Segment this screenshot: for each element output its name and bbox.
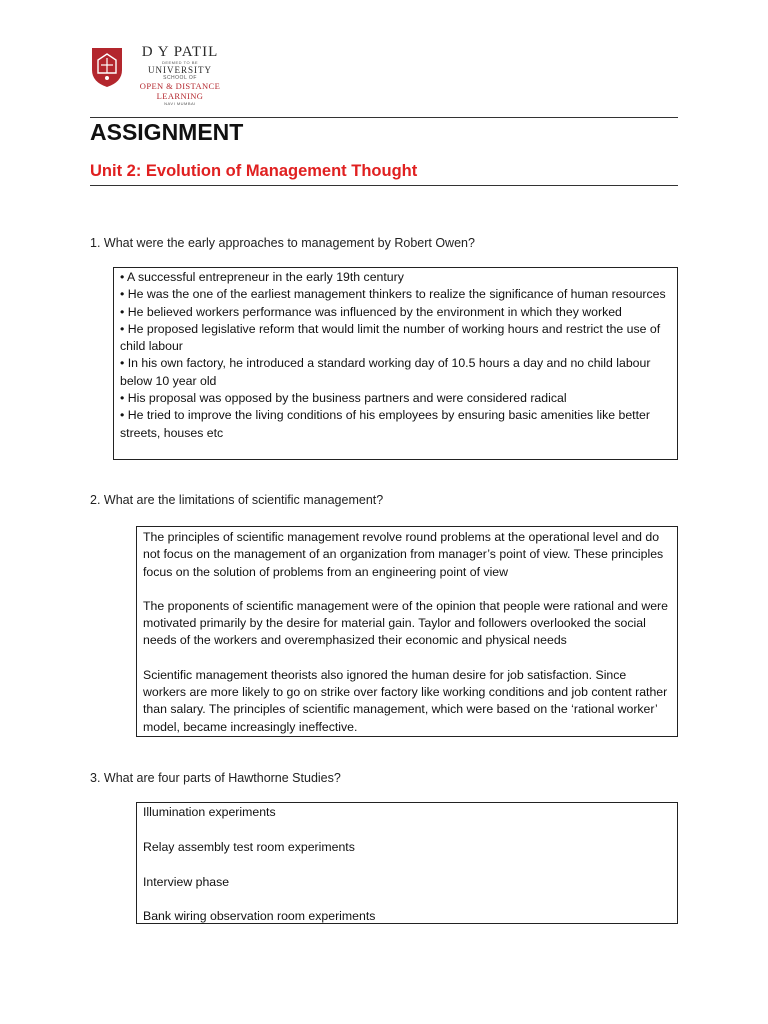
answer-1-line: • A successful entrepreneur in the early 19th century [120,270,404,284]
question-2-prompt: 2. What are the limitations of scientific management? [90,493,384,507]
university-seal-icon [90,46,124,88]
answer-1-line: • He believed workers performance was influenced by the environment in which they worked [120,304,622,319]
logo-university: UNIVERSITY [148,65,212,75]
logo-text [130,44,230,106]
university-logo [90,44,230,116]
hawthorne-phase: Interview phase [143,874,230,889]
answer-1-line: • In his own factory, he introduced a standard working day of 10.5 hours a day and no child labour below 10 year old [120,356,651,388]
answer-1-line: • He tried to improve the living conditions of his employees by ensuring basic amenities like better streets, houses etc [120,408,650,440]
question-1-prompt: 1. What were the early approaches to management by Robert Owen? [90,236,475,250]
hawthorne-phase: Bank wiring observation room experiments [143,909,376,924]
logo-brand: D Y PATIL [141,44,219,60]
question-1-answer-box [113,267,678,460]
logo-odl-line2: LEARNING [156,91,204,101]
answer-1-line: • He proposed legislative reform that would limit the number of working hours and restrict the use of child labour [120,321,661,354]
document-title: ASSIGNMENT [90,119,244,145]
question-3-prompt: 3. What are four parts of Hawthorne Studies? [90,771,341,785]
logo-tagline: DEEMED TO BE [161,60,199,65]
hawthorne-phase: Relay assembly test room experiments [143,839,355,854]
logo-school-of: SCHOOL OF [163,75,197,81]
unit-title-divider [90,185,678,186]
answer-1-line: • His proposal was opposed by the business partners and were considered radical [120,391,567,406]
answer-2-paragraph: The proponents of scientific management were of the opinion that people were rational and were motivated primarily by the desire for material gain. Taylor and followers overlooked the social needs of the workers and overemphasized their economic and physical needs [143,598,668,648]
logo-city: NAVI MUMBAI [164,101,196,106]
answer-2-paragraph: The principles of scientific management revolve round problems at the operational level and do not focus on the management of an organization from manager’s point of view. These principles focus on the solution of problems from an engineering point of view [143,530,664,579]
logo-odl-line1: OPEN & DISTANCE [139,81,221,91]
answer-2-paragraph: Scientific management theorists also ignored the human desire for job satisfaction. Since workers are more likely to go on strike over factory like working conditions and job content rather than salary. The principles of scientific management, which were based on the ‘rational worker’ model, became increasingly ineffective. [143,667,668,734]
header-divider [90,117,678,118]
answer-1-line: • He was the one of the earliest management thinkers to realize the significance of human resources [120,287,666,302]
question-3-answer-box [136,802,678,924]
unit-title: Unit 2: Evolution of Management Thought [90,162,418,180]
hawthorne-phase: Illumination experiments [143,805,276,819]
question-2-answer-box [136,526,678,737]
